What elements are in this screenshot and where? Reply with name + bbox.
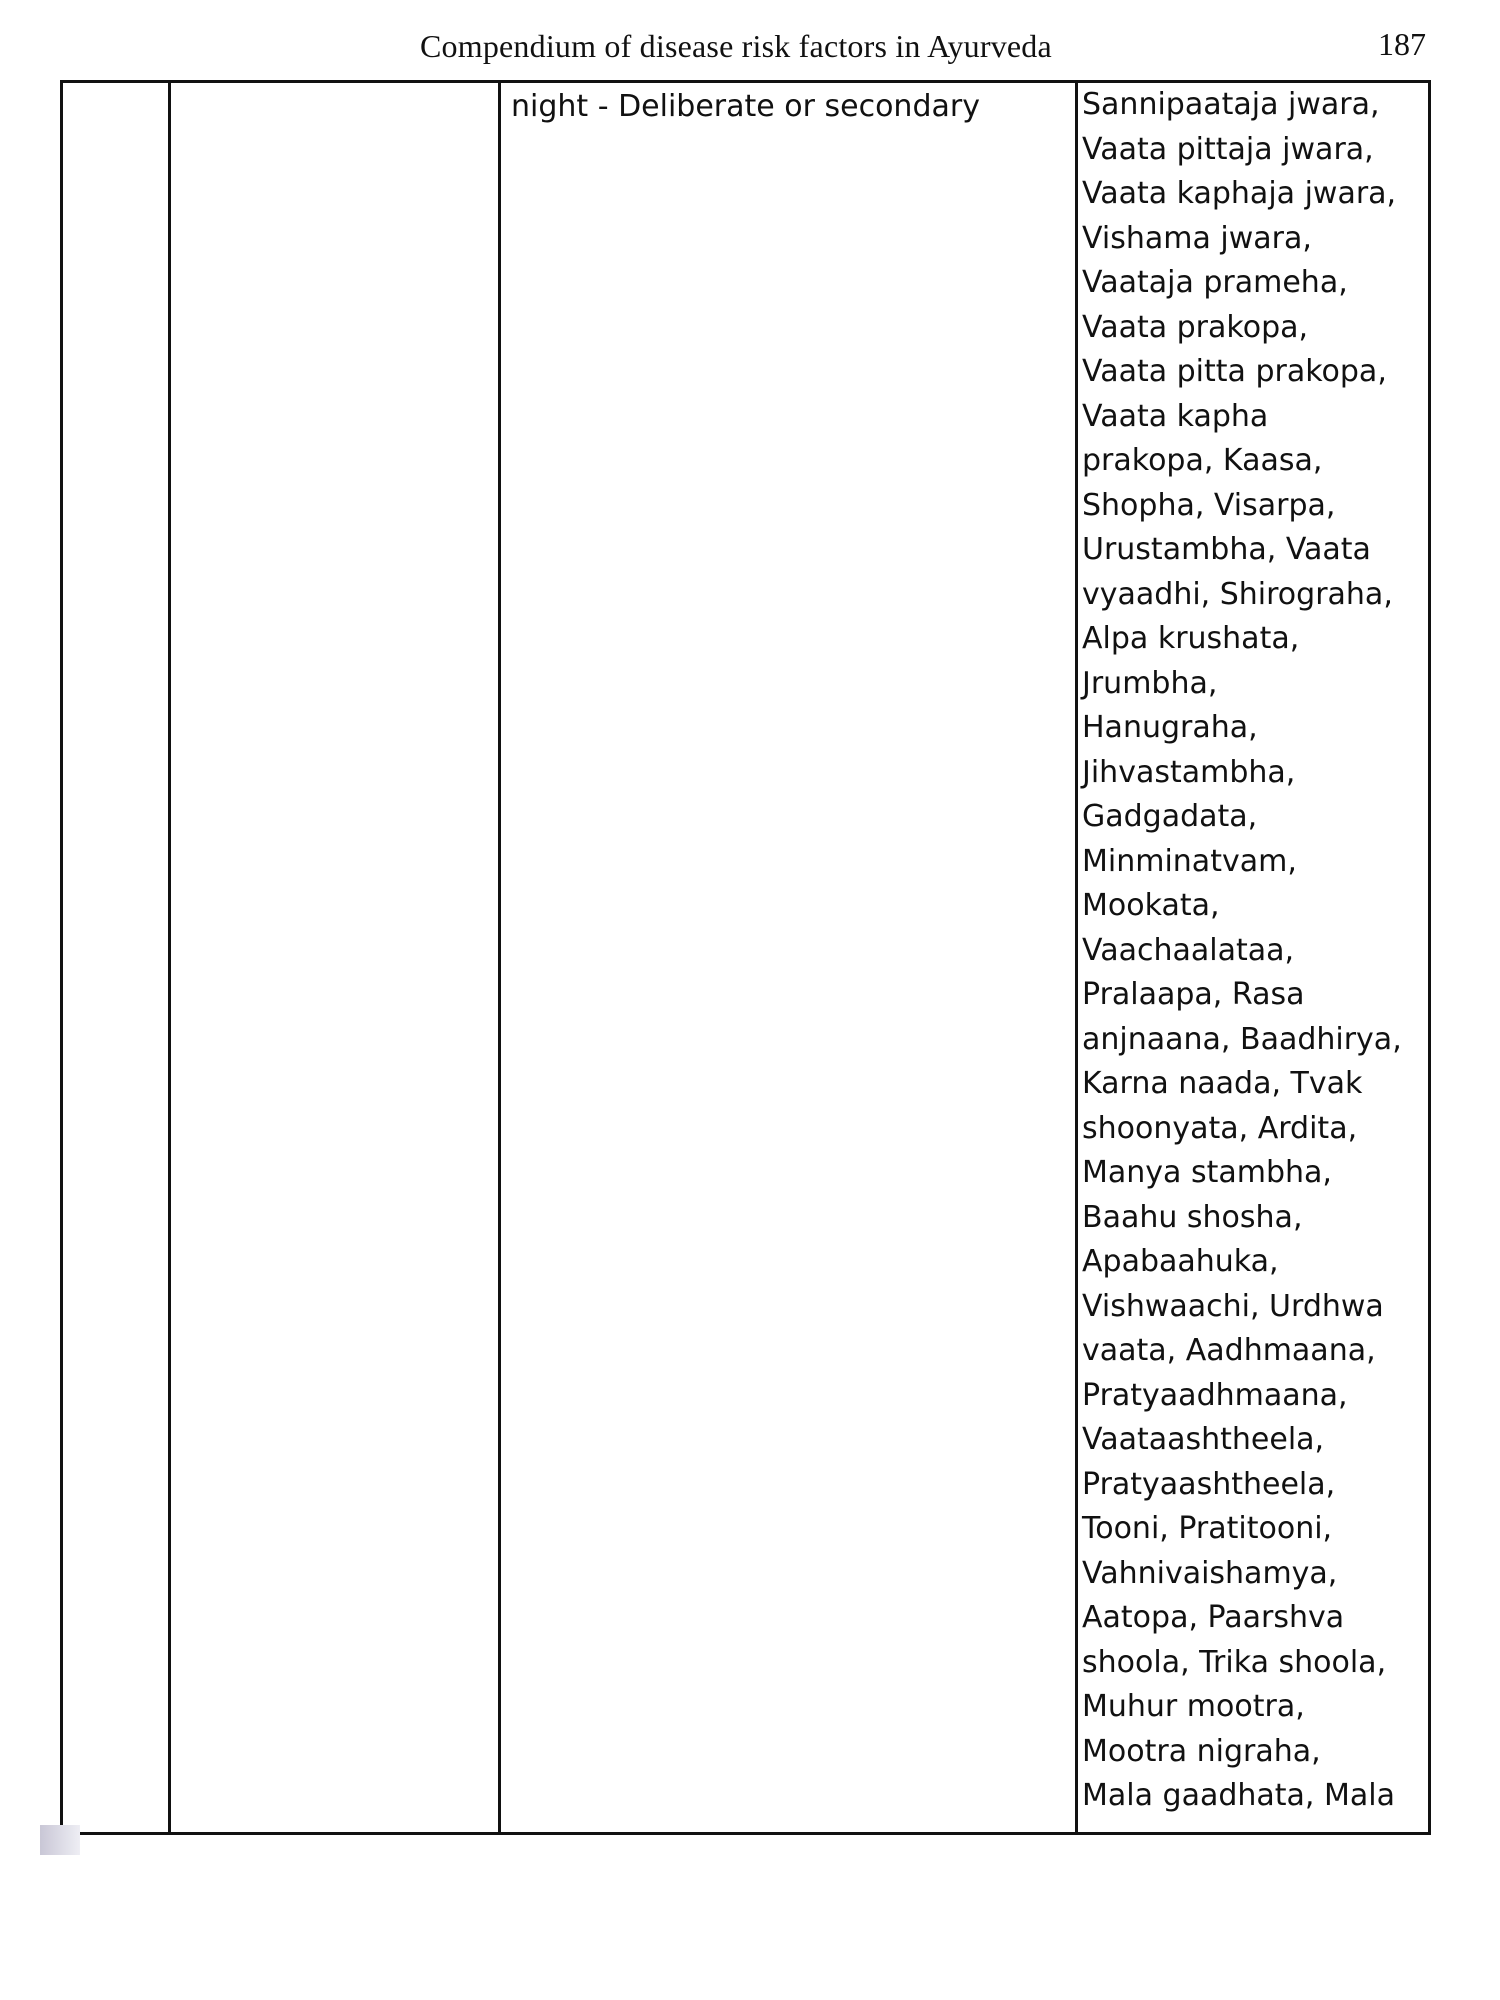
disease-line: Jihvastambha, (1082, 754, 1296, 790)
disease-line: shoonyata, Ardita, (1082, 1110, 1358, 1146)
disease-line: Vaata kapha (1082, 398, 1269, 434)
disease-line: Pratyaashtheela, (1082, 1466, 1336, 1502)
disease-line: Gadgadata, (1082, 799, 1258, 834)
disease-line: vaata, Aadhmaana, (1082, 1333, 1376, 1368)
disease-line: Karna naada, Tvak (1082, 1066, 1363, 1101)
diseases-cell (1082, 83, 1402, 1819)
disease-line: Manya stambha, (1082, 1155, 1332, 1190)
disease-line: Mootra nigraha, (1082, 1733, 1321, 1769)
disease-line: Urustambha, Vaata (1082, 532, 1371, 567)
disease-line: Jrumbha, (1082, 665, 1218, 701)
disease-line: Aatopa, Paarshva (1082, 1600, 1345, 1635)
disease-line: Vaata prakopa, (1082, 309, 1309, 345)
disease-line: Vahnivaishamya, (1082, 1555, 1338, 1591)
page-header (0, 24, 1500, 74)
disease-line: Baahu shosha, (1082, 1199, 1303, 1235)
disease-line: Pralaapa, Rasa (1082, 977, 1305, 1012)
table (60, 80, 1431, 1835)
disease-line: Hanugraha, (1082, 710, 1258, 745)
disease-line: Vaachaalataa, (1082, 932, 1295, 968)
disease-line: Minminatvam, (1082, 843, 1297, 879)
disease-line: Alpa krushata, (1082, 621, 1300, 656)
disease-line: Vishama jwara, (1082, 220, 1312, 256)
disease-line: Apabaahuka, (1082, 1244, 1279, 1279)
disease-line: Muhur mootra, (1082, 1689, 1305, 1724)
column-divider (168, 83, 171, 1832)
disease-line: Vaata pitta prakopa, (1082, 354, 1387, 389)
disease-line: Pratyaadhmaana, (1082, 1377, 1348, 1413)
disease-line: shoola, Trika shoola, (1082, 1644, 1387, 1680)
page-number: 187 (1378, 26, 1426, 62)
disease-line: Shopha, Visarpa, (1082, 487, 1336, 523)
disease-line: Sannipaataja jwara, (1082, 87, 1380, 122)
disease-line: Vaata kaphaja jwara, (1082, 176, 1397, 211)
disease-line: Vaataashtheela, (1082, 1422, 1325, 1457)
column-divider (498, 83, 501, 1832)
condition-cell: night - Deliberate or secondary (511, 89, 980, 124)
disease-line: Tooni, Pratitooni, (1082, 1511, 1333, 1546)
scan-artifact (40, 1825, 80, 1855)
disease-line: Mala gaadhata, Mala (1082, 1778, 1395, 1813)
disease-line: Vaata pittaja jwara, (1082, 131, 1374, 167)
running-title: Compendium of disease risk factors in Ayurveda (420, 28, 1052, 64)
disease-line: Vaataja prameha, (1082, 265, 1348, 300)
column-divider (1075, 83, 1078, 1832)
disease-line: vyaadhi, Shirograha, (1082, 576, 1393, 612)
disease-line: Mookata, (1082, 888, 1220, 923)
disease-line: prakopa, Kaasa, (1082, 443, 1323, 478)
disease-line: anjnaana, Baadhirya, (1082, 1021, 1402, 1057)
disease-line: Vishwaachi, Urdhwa (1082, 1288, 1384, 1324)
